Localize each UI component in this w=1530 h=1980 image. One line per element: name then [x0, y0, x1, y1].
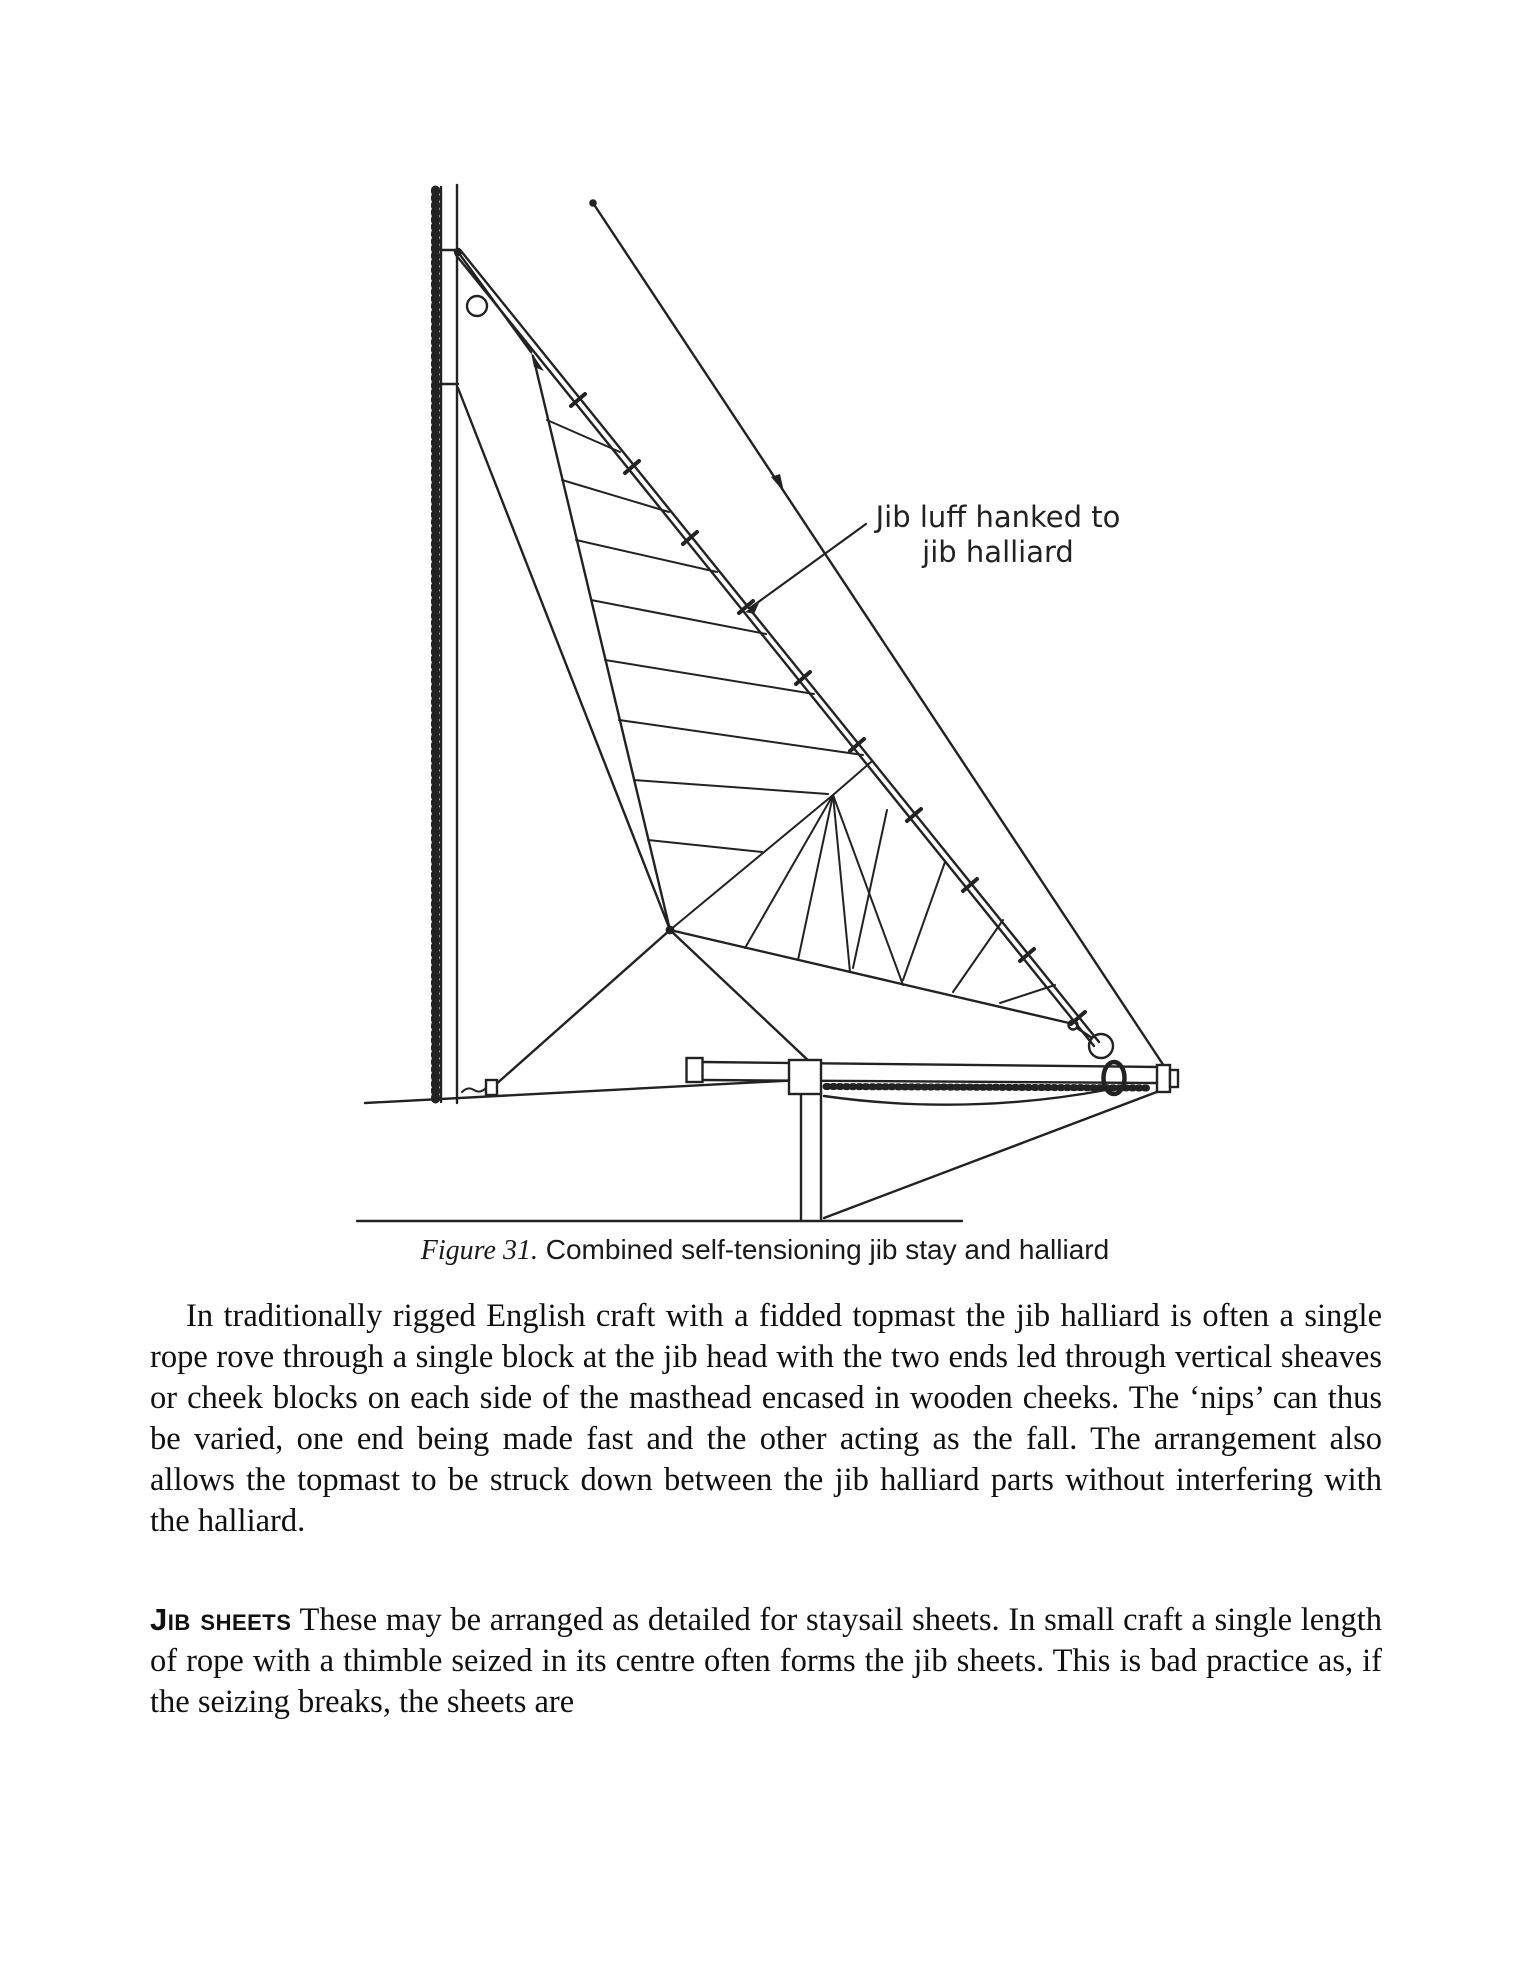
- paragraph-jib-halliard: In traditionally rigged English craft with a fidded topmast the jib halliard is often a single rope rove through a single block at the jib head with the two ends led through vertical sheaves or cheek blocks on each side of the masthead encased in wooden cheeks. The ‘nips’ can thus be varied, one end being made fast and the other acting as the fall. The arrangement also allows the topmast to be struck down between the jib halliard parts without interfering with the halliard.: [150, 1298, 1382, 1539]
- sail-hatching: [547, 420, 863, 852]
- annotation-label-line1: Jib luff hanked to: [875, 500, 1121, 534]
- bowsprit-shroud-curve: [824, 1090, 1106, 1105]
- annotation-label-line2: jib halliard: [922, 535, 1074, 569]
- mast-group: [436, 185, 462, 1103]
- bowsprit-top: [703, 1062, 1158, 1067]
- sail-body: [458, 356, 670, 930]
- belay-fitting: [462, 1080, 497, 1095]
- body-text: [150, 1296, 1382, 1723]
- jib-stay: [590, 200, 1166, 1069]
- sail-head: [458, 252, 544, 371]
- jib-sheets-heading: Jib sheets: [150, 1602, 292, 1637]
- bobstay-line: [824, 1090, 1162, 1218]
- sail-fold-fan: [670, 762, 1055, 1003]
- hull-group: [357, 1080, 1162, 1221]
- figure-caption-label: Figure 31.: [420, 1235, 538, 1266]
- deck-cleat: [687, 1058, 703, 1082]
- annotation-leader-line: [750, 524, 866, 608]
- bowsprit-bitt: [789, 1060, 821, 1094]
- jib-sheets-text: These may be arranged as detailed for staysail sheets. In small craft a single length of rope with a thimble seized in its centre often forms the jib sheets. This is bad practice as, if the seizing breaks, the sheets are: [150, 1602, 1383, 1720]
- halliard-line-b: [461, 251, 1099, 1042]
- downhaul-line: [670, 930, 812, 1064]
- masthead-block: [467, 296, 487, 316]
- figure-caption-text: Combined self-tensioning jib stay and halliard: [537, 1234, 1110, 1265]
- sail-luff-edge: [533, 356, 670, 930]
- bowsprit-teeth: [826, 1087, 1150, 1089]
- stay-arrow-mark: [771, 474, 784, 492]
- sail-foot-line: [670, 930, 1069, 1023]
- bowsprit-end-cap: [1157, 1065, 1170, 1092]
- deck-line: [365, 1080, 800, 1103]
- fall-cleat: [486, 1080, 497, 1095]
- rope-tail: [462, 1088, 486, 1092]
- jib-halliard-spar: [456, 251, 1099, 1046]
- halliard-fall-line: [494, 930, 670, 1086]
- bowsprit-end-knob: [1170, 1070, 1178, 1087]
- paragraph-jib-sheets: [150, 1599, 1382, 1723]
- figure-caption: [0, 1234, 1530, 1267]
